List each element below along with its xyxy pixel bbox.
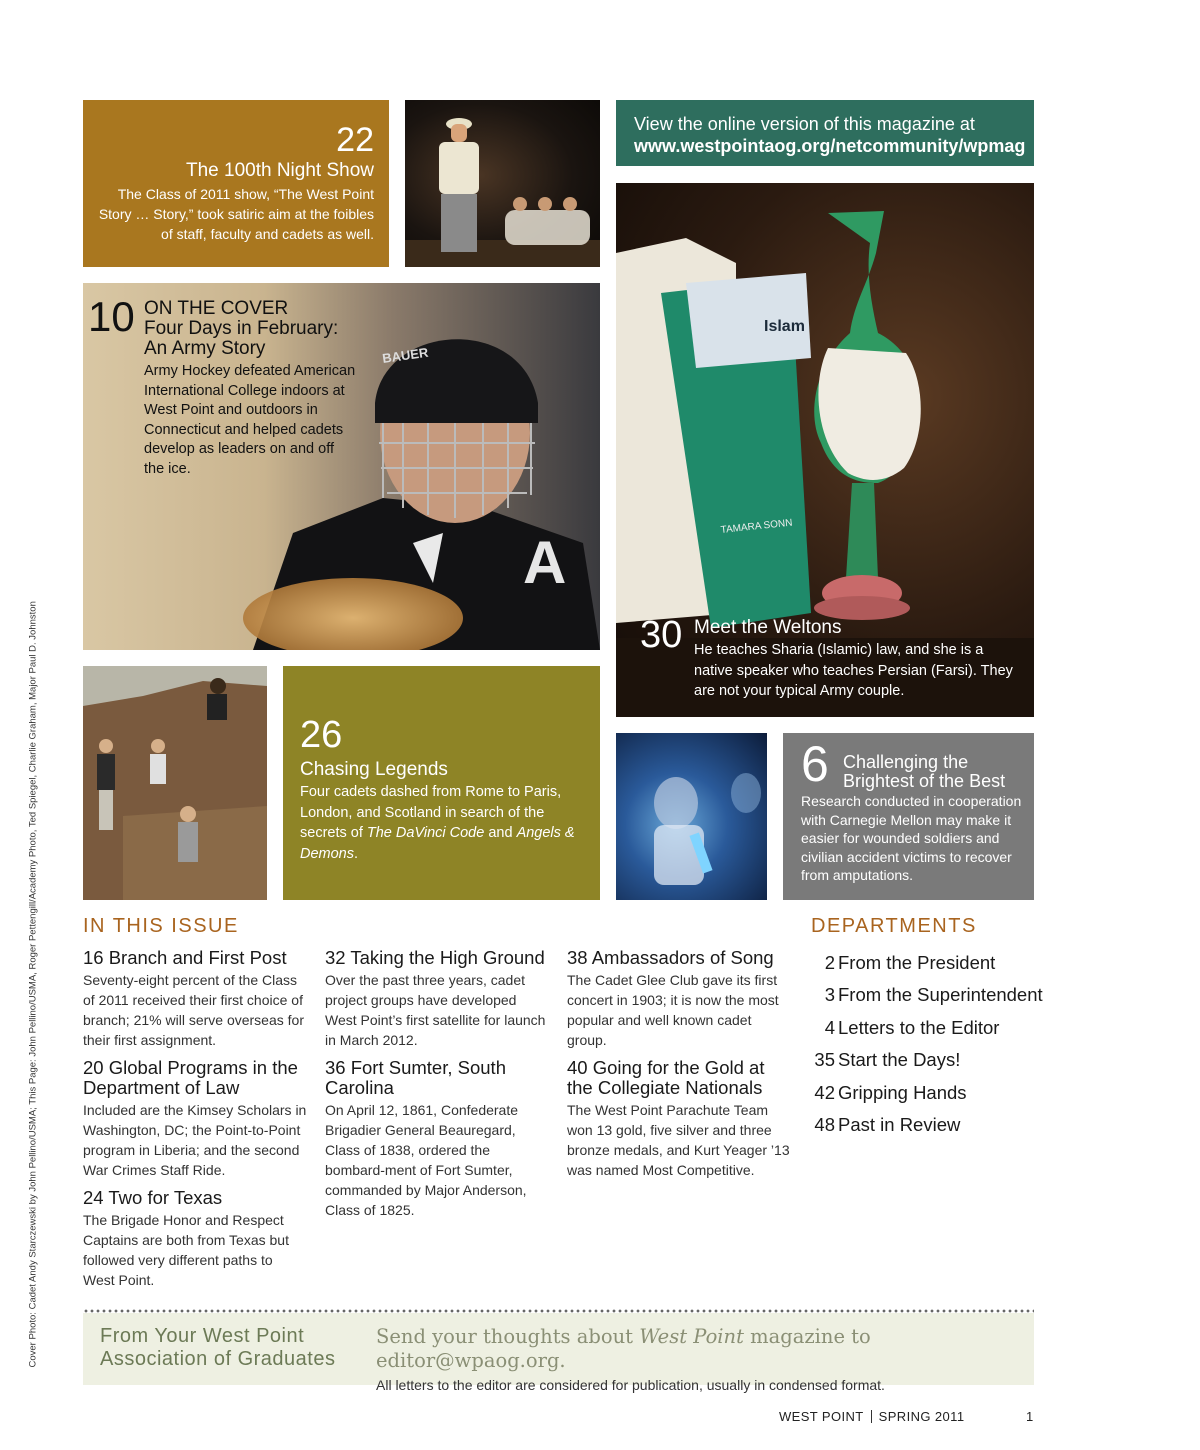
online-intro: View the online version of this magazine at — [634, 114, 975, 134]
feature-title: The 100th Night Show — [185, 160, 374, 181]
folio-magazine: WEST POINT — [779, 1409, 864, 1424]
issue-column-3 — [567, 948, 792, 1188]
footer-association-line-2: Association of Graduates — [100, 1348, 336, 1370]
photo-cadets-on-ruins — [83, 666, 267, 900]
department-page: 35 — [814, 1049, 835, 1071]
department-item[interactable] — [808, 1077, 1034, 1109]
feature-100th-night[interactable] — [83, 100, 389, 267]
department-item[interactable] — [808, 1044, 1034, 1076]
feature-title-line-1: Challenging the — [843, 752, 969, 772]
department-label: Past in Review — [838, 1114, 961, 1136]
article-title: 20 Global Programs in the Department of Law — [83, 1057, 298, 1098]
folio-separator — [871, 1410, 872, 1423]
feature-title-line-1: Four Days in February: — [144, 318, 339, 339]
list-item[interactable] — [325, 1058, 550, 1220]
department-item[interactable] — [808, 1012, 1034, 1044]
online-version-banner[interactable] — [616, 100, 1034, 166]
article-description: The West Point Parachute Team won 13 gold, five silver and three bronze medals, and Kurt Yeager ’13 was named Most Competitive. — [567, 1102, 790, 1178]
feature-on-the-cover[interactable] — [88, 293, 358, 479]
article-title: 40 Going for the Gold at the Collegiate Nationals — [567, 1057, 765, 1098]
list-item[interactable] — [567, 948, 792, 1050]
feature-title: Meet the Weltons — [694, 617, 842, 638]
feature-title-line-2: An Army Story — [144, 338, 266, 359]
department-label: From the President — [838, 952, 996, 973]
department-item[interactable] — [808, 979, 1043, 1011]
article-description: Seventy-eight percent of the Class of 2011 received their first choice of branch; 21% will serve overseas for their first assignment. — [83, 972, 304, 1048]
article-description: Over the past three years, cadet project groups have developed West Point’s first satellite for launch in March 2012. — [325, 972, 546, 1048]
departments-heading: DEPARTMENTS — [811, 915, 977, 937]
article-title: 24 Two for Texas — [83, 1187, 223, 1208]
feature-page-number: 30 — [640, 614, 683, 656]
article-title: 16 Branch and First Post — [83, 947, 287, 968]
list-item[interactable] — [83, 1058, 308, 1180]
article-title: 36 Fort Sumter, South Carolina — [325, 1057, 506, 1098]
departments-list — [808, 947, 1043, 1141]
magazine-name: West Point — [639, 1325, 744, 1348]
feature-description: Four cadets dashed from Rome to Paris, London, and Scotland in search of the secrets of The DaVinci Code and Angels & Demons. — [300, 784, 575, 862]
photo-100th-night-stage — [405, 100, 600, 267]
department-label: Start the Days! — [838, 1049, 961, 1071]
page-number: 1 — [1026, 1409, 1034, 1424]
in-this-issue-heading: IN THIS ISSUE — [83, 915, 239, 937]
book-title-davinci-code: The DaVinci Code — [366, 825, 485, 841]
list-item[interactable] — [83, 948, 308, 1050]
footer-association — [100, 1325, 335, 1371]
photo-lab-research — [616, 733, 767, 900]
issue-column-2 — [325, 948, 550, 1228]
list-item[interactable] — [567, 1058, 792, 1180]
department-item[interactable] — [808, 947, 1034, 979]
issue-column-1 — [83, 948, 308, 1298]
article-title: 32 Taking the High Ground — [325, 947, 545, 968]
department-label: From the Superintendent — [838, 984, 1043, 1006]
article-description: Included are the Kimsey Scholars in Washington, DC; the Point-to-Point program in Liberia; and the second War Crimes Staff Ride. — [83, 1102, 307, 1178]
feature-title-line-2: Brightest of the Best — [843, 771, 1006, 791]
svg-text:BAUER: BAUER — [381, 344, 430, 366]
feature-page-number: 6 — [801, 736, 829, 792]
feature-brightest-of-the-best[interactable] — [783, 733, 1034, 900]
feature-page-number: 22 — [336, 121, 374, 159]
svg-text:Islam: Islam — [764, 318, 805, 335]
department-page: 2 — [824, 952, 835, 973]
article-description: On April 12, 1861, Confederate Brigadier General Beauregard, Class of 1838, ordered the bombard-ment of Fort Sumter, commanded by Major Anderson, Class of 1825. — [325, 1102, 527, 1218]
department-label: Gripping Hands — [838, 1081, 967, 1103]
department-page: 3 — [824, 984, 835, 1006]
footer-association-line-1: From Your West Point — [100, 1325, 305, 1347]
list-item[interactable] — [83, 1188, 308, 1290]
feature-title: Chasing Legends — [300, 759, 448, 780]
feature-description: He teaches Sharia (Islamic) law, and she is a native speaker who teaches Persian (Farsi). They are not your typical Army couple. — [694, 642, 1013, 699]
department-label: Letters to the Editor — [838, 1016, 1000, 1038]
feature-page-number: 26 — [300, 714, 343, 756]
department-item[interactable] — [808, 1109, 1034, 1141]
feature-description: Research conducted in cooperation with Carnegie Mellon may make it easier for wounded soldiers and civilian accident victims to recover from amputations. — [801, 793, 1022, 883]
feature-description: Army Hockey defeated American International College indoors at West Point and outdoors in Connecticut and helped cadets develop as leaders on and off the ice. — [144, 363, 356, 477]
online-url-link[interactable]: www.westpointaog.org/netcommunity/wpmag — [634, 136, 1026, 156]
article-description: The Cadet Glee Club gave its first concert in 1903; it is now the most popular and well known cadet group. — [567, 972, 779, 1048]
folio — [779, 1409, 964, 1424]
article-description: The Brigade Honor and Respect Captains are both from Texas but followed very different paths to West Point. — [83, 1212, 289, 1288]
feature-chasing-legends[interactable] — [283, 666, 600, 900]
department-page: 4 — [824, 1016, 835, 1038]
feature-page-number: 10 — [88, 293, 135, 340]
article-title: 38 Ambassadors of Song — [567, 947, 774, 968]
photo-credit: Cover Photo: Cadet Andy Starczewski by John Pellino/USMA; This Page: John Pellino/USMA, Roger Pettengill/Academy Photo, Ted Spiegel, Charlie Graham, Major Paul D. Johnston — [27, 601, 39, 1368]
department-page: 48 — [814, 1114, 835, 1136]
list-item[interactable] — [325, 948, 550, 1050]
svg-text:A: A — [523, 529, 567, 596]
svg-text:TAMARA SONN: TAMARA SONN — [720, 517, 793, 536]
footer-contact-line[interactable]: Send your thoughts about West Point magazine to editor@wpaog.org. — [376, 1325, 871, 1372]
book-title-angels-demons: Angels & Demons — [300, 825, 575, 862]
folio-issue: SPRING 2011 — [878, 1409, 965, 1424]
feature-description: The Class of 2011 show, “The West Point Story … Story,” took satiric aim at the foibles of staff, faculty and cadets as well. — [98, 186, 374, 242]
footer-note: All letters to the editor are considered for publication, usually in condensed format. — [376, 1377, 885, 1393]
feature-kicker: ON THE COVER — [144, 298, 289, 319]
footer-contact — [376, 1325, 1026, 1395]
department-page: 42 — [814, 1081, 835, 1103]
feature-meet-the-weltons[interactable] — [640, 616, 1020, 702]
